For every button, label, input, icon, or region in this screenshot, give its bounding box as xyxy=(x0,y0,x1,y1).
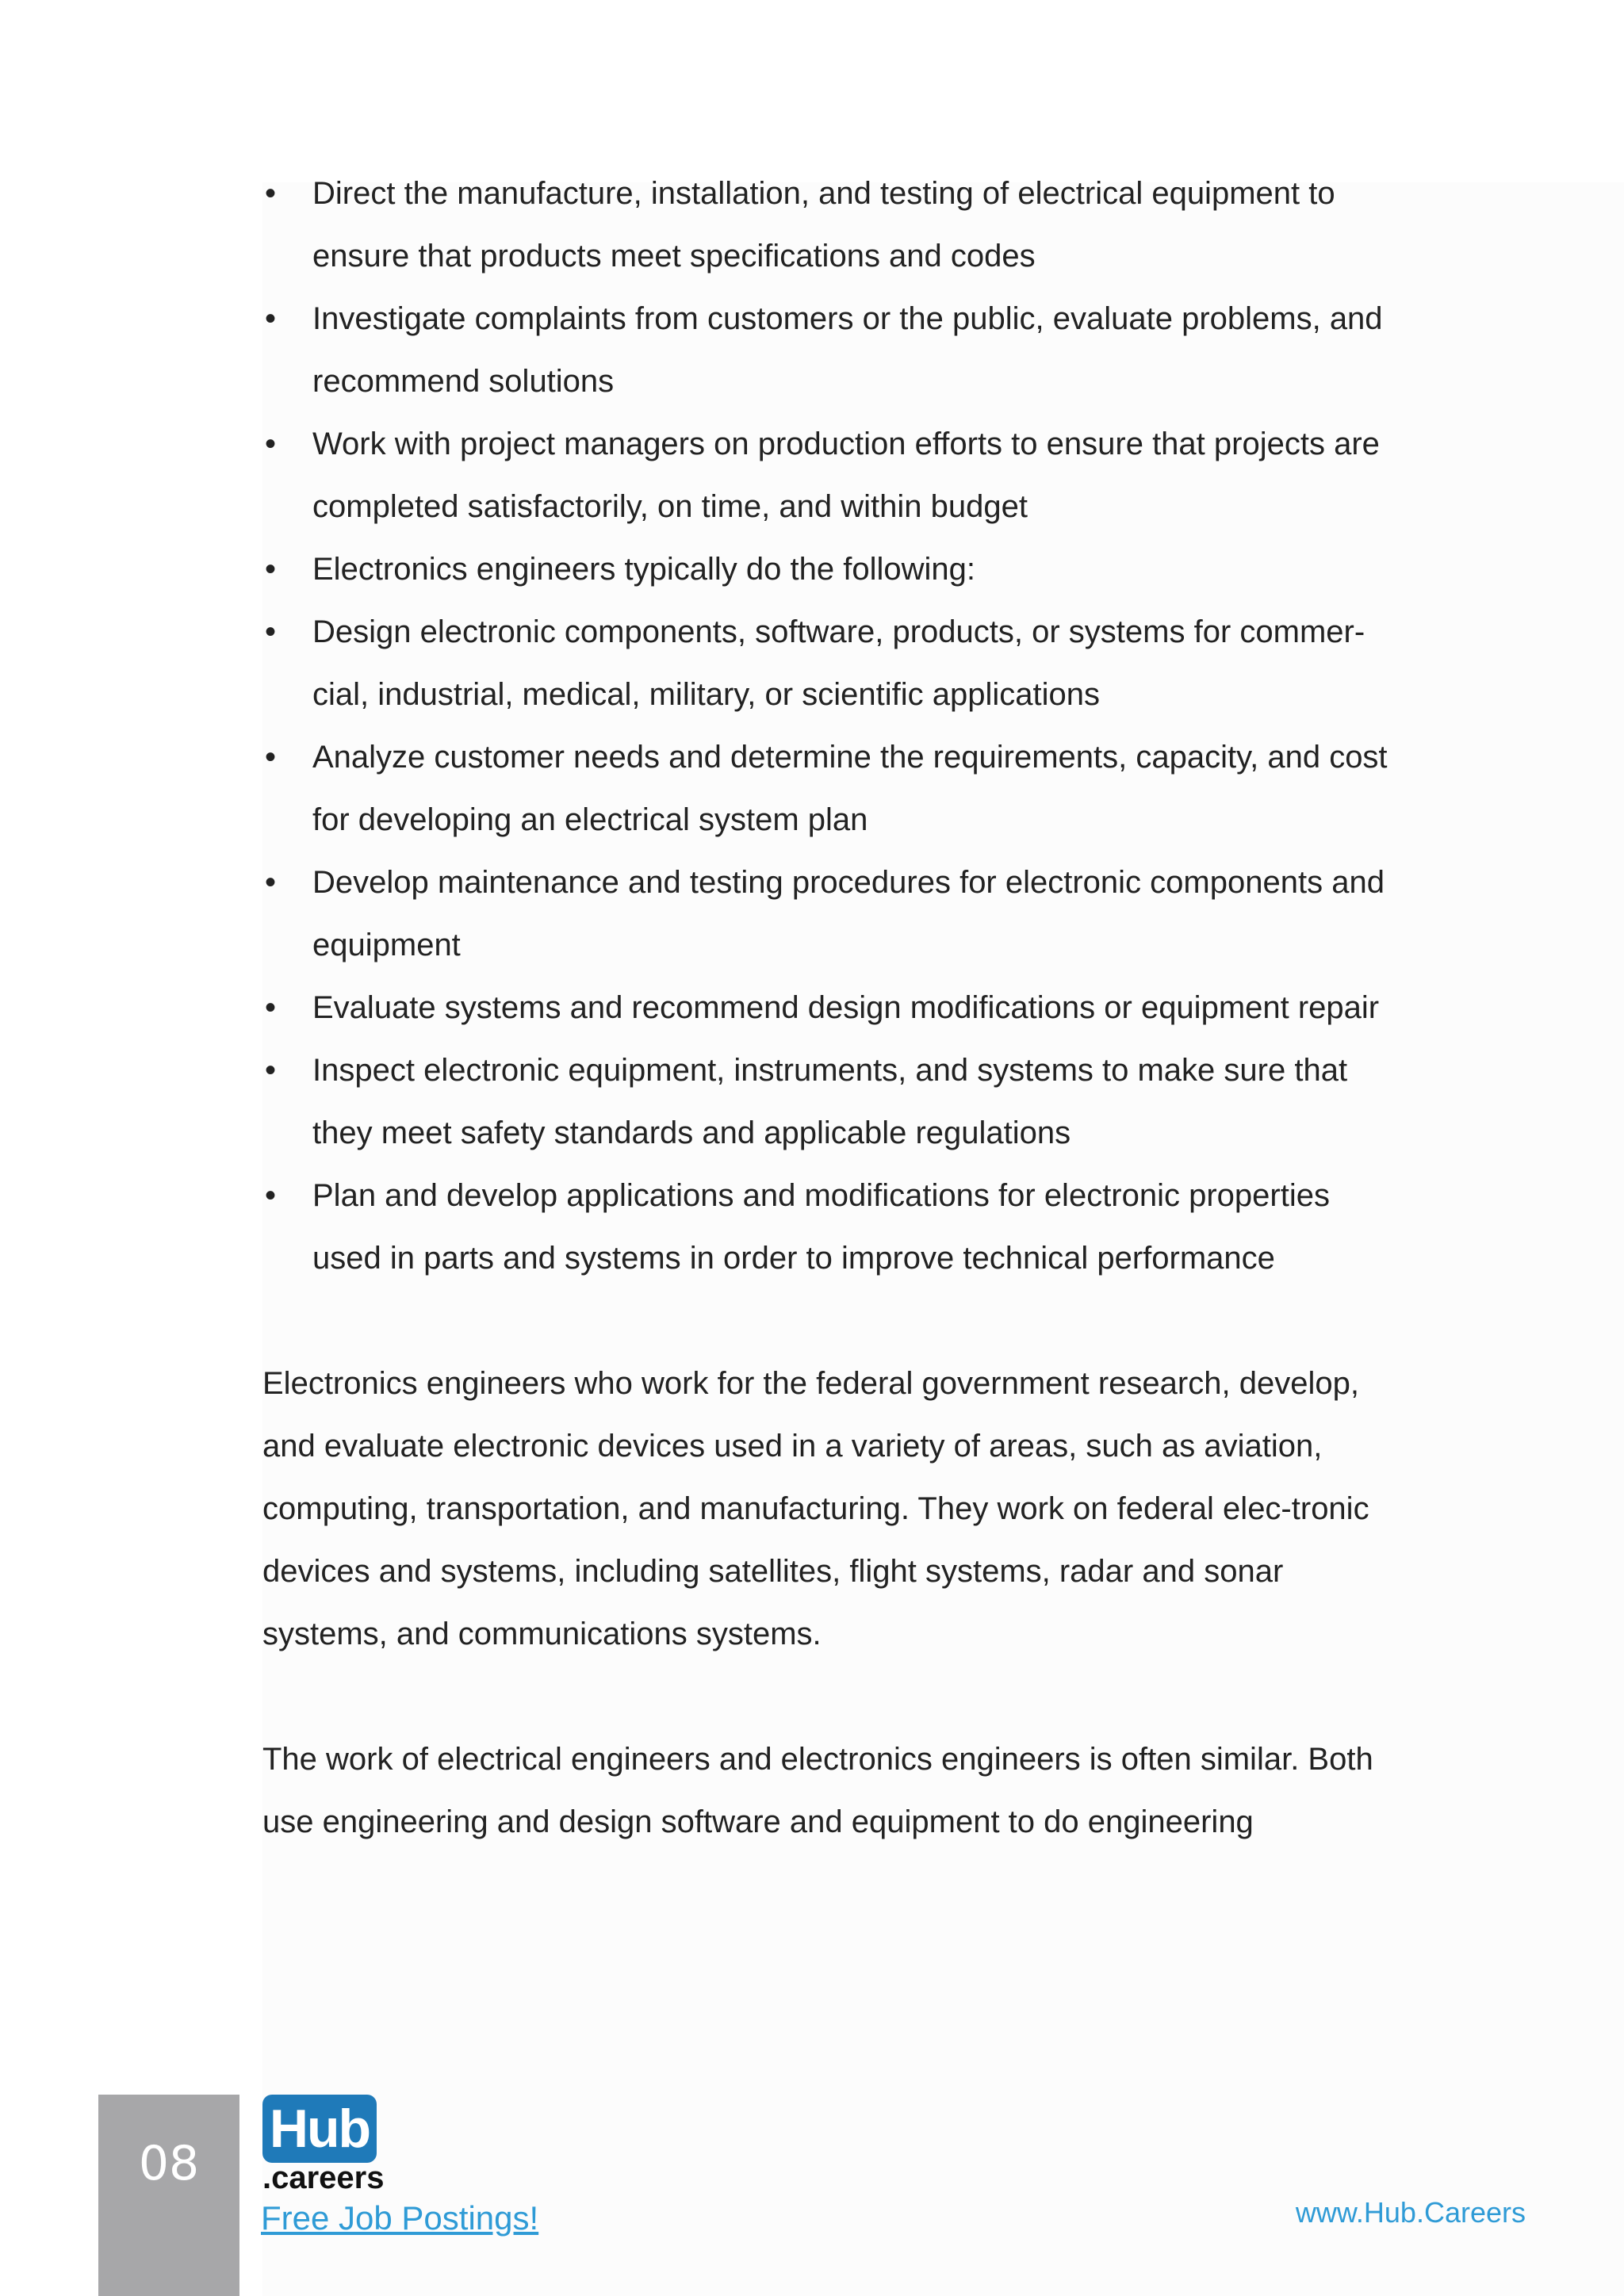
logo-mark: Hub xyxy=(262,2095,377,2163)
list-item-text: Work with project managers on production efforts to ensure that projects are completed satisfactorily, on time, and within budget xyxy=(312,427,1380,524)
list-item xyxy=(262,163,1396,288)
page-number-bar xyxy=(98,2095,239,2296)
page-number: 08 xyxy=(138,2136,200,2191)
bullet-icon: • xyxy=(265,614,277,649)
bullet-icon: • xyxy=(265,176,277,211)
list-item xyxy=(262,288,1396,413)
bullet-icon: • xyxy=(265,1053,277,1088)
list-item-text: Inspect electronic equipment, instruments, and systems to make sure that they meet safety standards and applicable regulations xyxy=(312,1053,1348,1150)
list-item xyxy=(262,1039,1396,1165)
list-item-text: Evaluate systems and recommend design modifications or equipment repair xyxy=(312,990,1380,1025)
bullet-icon: • xyxy=(265,301,277,336)
list-item xyxy=(262,538,1396,601)
bullet-icon: • xyxy=(265,740,277,775)
bullet-icon: • xyxy=(265,552,277,587)
list-item-text: Investigate complaints from customers or the public, evaluate problems, and recommend solutions xyxy=(312,301,1383,399)
logo-subtext: .careers xyxy=(262,2160,385,2195)
list-item-text: Electronics engineers typically do the following: xyxy=(312,552,975,587)
list-item-text: Plan and develop applications and modifications for electronic properties used in parts and systems in order to improve technical performance xyxy=(312,1178,1330,1276)
list-item-text: Design electronic components, software, products, or systems for commer-cial, industrial, medical, military, or scientific applications xyxy=(312,614,1365,712)
bullet-icon: • xyxy=(265,865,277,900)
website-link[interactable]: www.Hub.Careers xyxy=(1295,2196,1526,2229)
bullet-icon: • xyxy=(265,427,277,461)
list-item xyxy=(262,726,1396,851)
list-item xyxy=(262,977,1396,1039)
list-item xyxy=(262,413,1396,538)
bullet-icon: • xyxy=(265,1178,277,1213)
bullet-icon: • xyxy=(265,990,277,1025)
list-item-text: Analyze customer needs and determine the requirements, capacity, and cost for developing an electrical system plan xyxy=(312,740,1388,837)
list-item-text: Direct the manufacture, installation, and testing of electrical equipment to ensure that products meet specifications and codes xyxy=(312,176,1335,274)
duties-list xyxy=(262,163,1396,1290)
list-item-text: Develop maintenance and testing procedures for electronic components and equipment xyxy=(312,865,1385,962)
list-item xyxy=(262,1165,1396,1290)
list-item xyxy=(262,601,1396,726)
document-body xyxy=(262,163,1396,1854)
paragraph-federal: Electronics engineers who work for the federal government research, develop, and evaluate electronic devices used in a variety of areas, such as aviation, computing, transportation, and manufacturing. They work on federal elec-tronic devices and systems, including satellites, flight systems, radar and sonar systems, and communications systems. xyxy=(262,1366,1369,1651)
paragraph-comparison: The work of electrical engineers and electronics engineers is often similar. Both use engineering and design software and equipment to do engineering xyxy=(262,1742,1373,1839)
hub-careers-logo xyxy=(262,2095,385,2195)
list-item xyxy=(262,851,1396,977)
free-job-postings-link[interactable]: Free Job Postings! xyxy=(261,2199,539,2237)
